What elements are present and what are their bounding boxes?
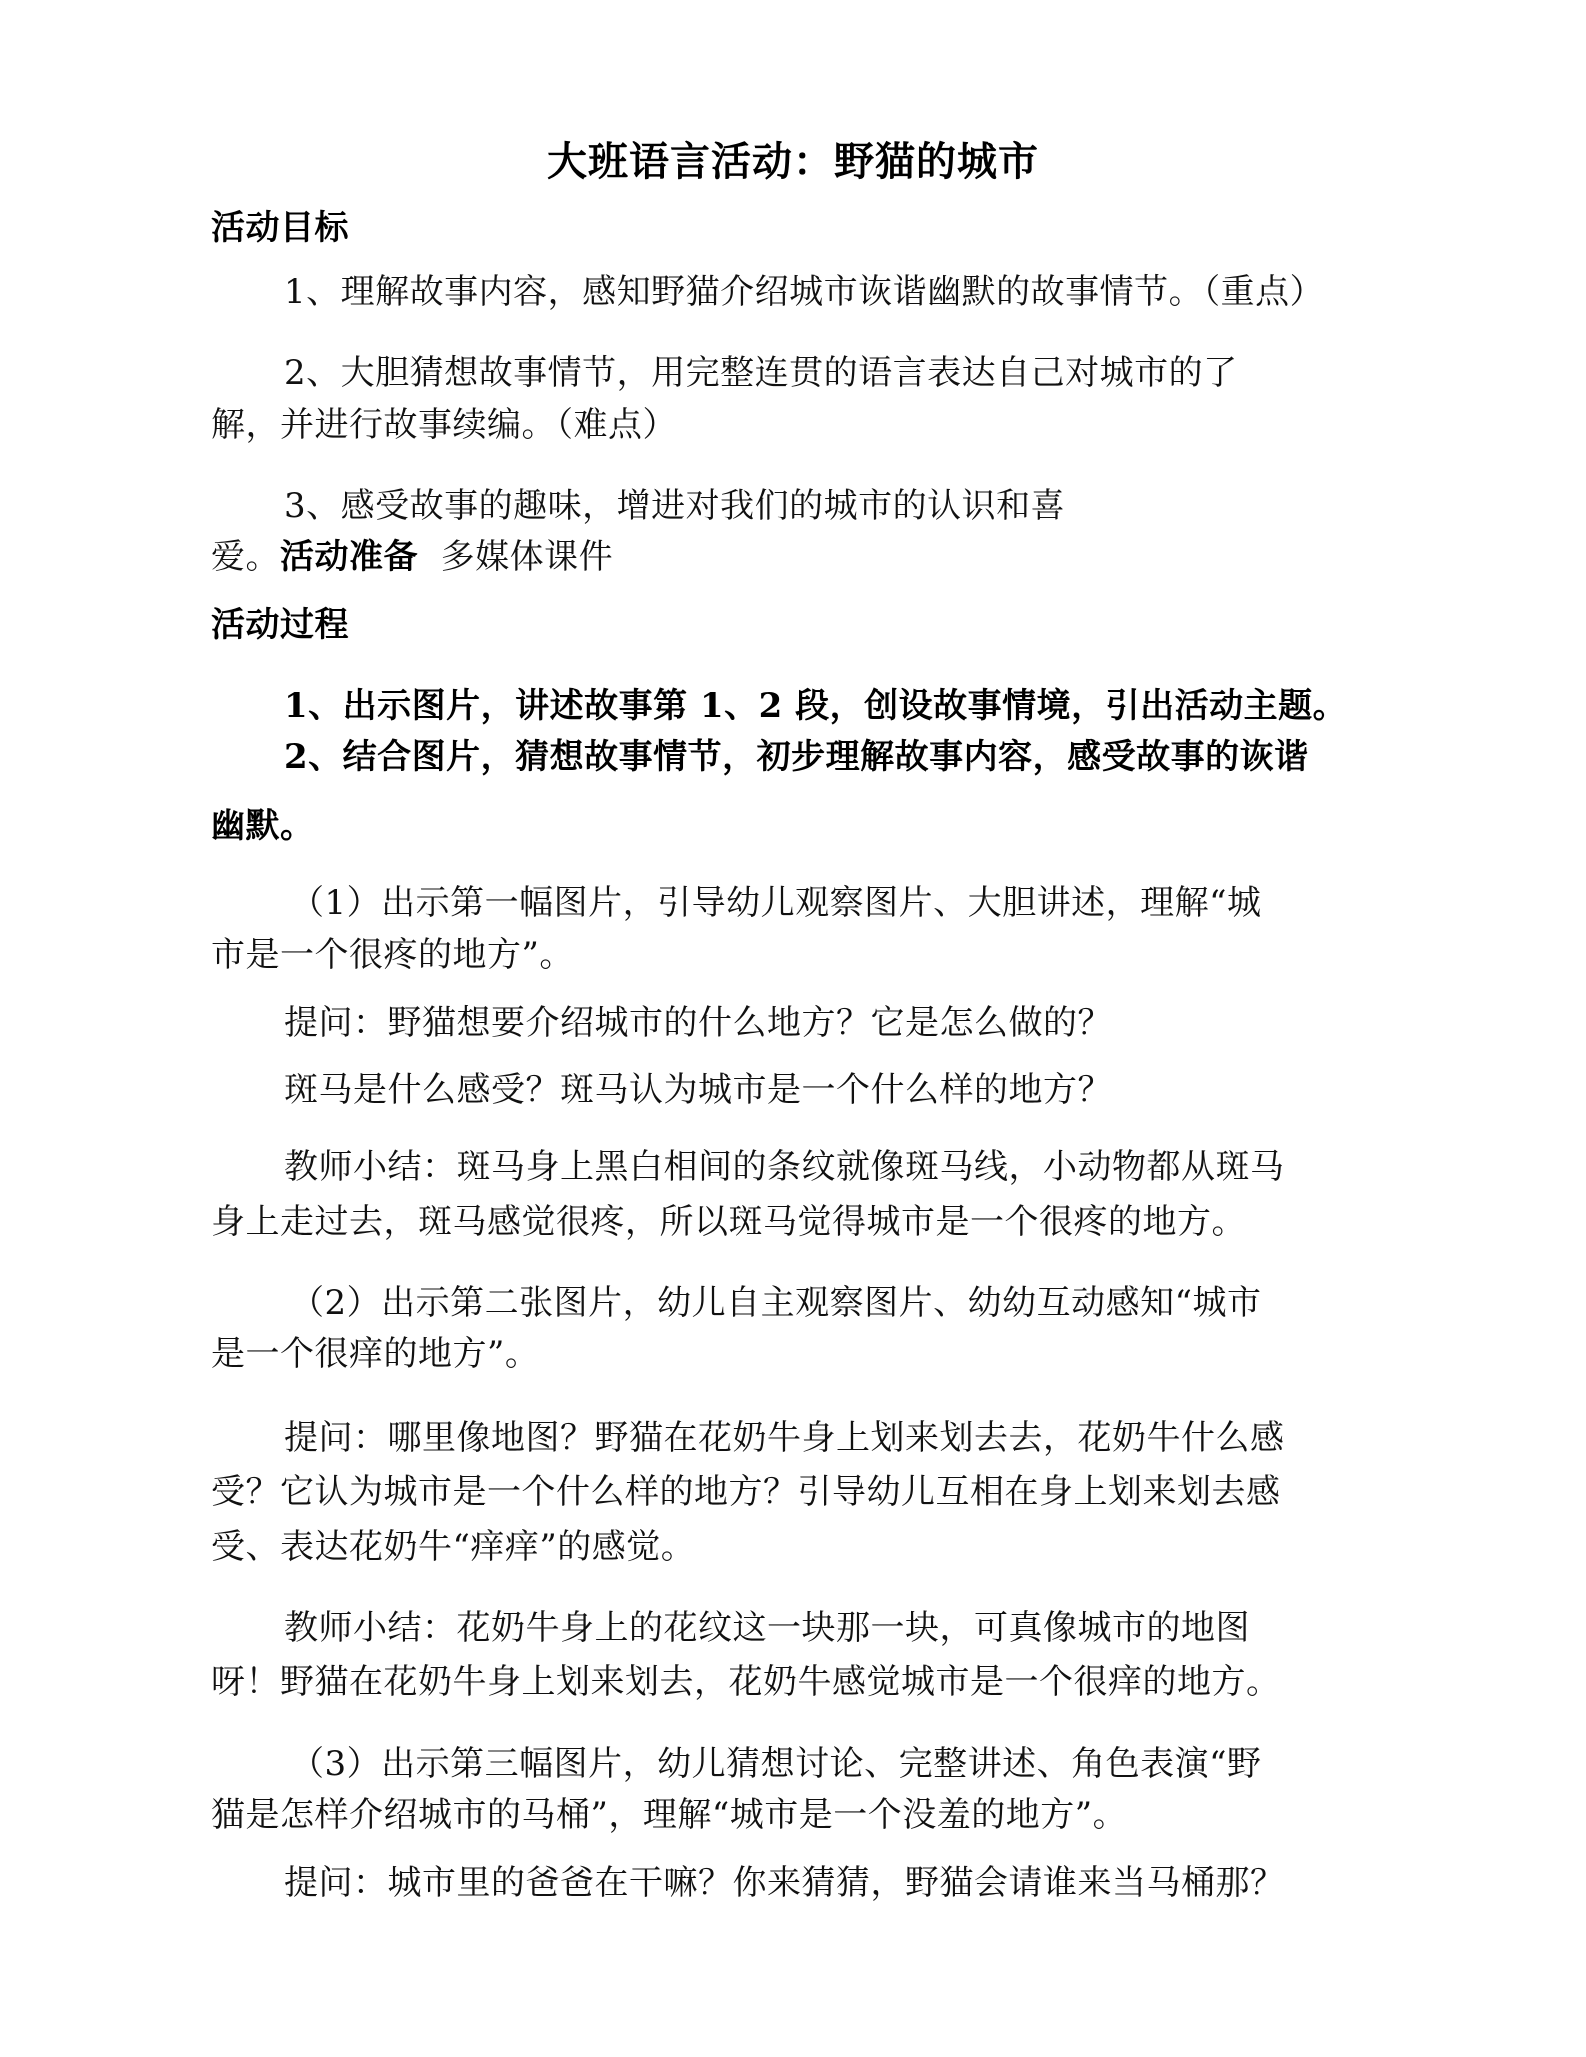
substep-2-summary-line-2: 呀！野猫在花奶牛身上划来划去，花奶牛感觉城市是一个很痒的地方。 [211,1662,1281,1702]
preparation-heading: 活动准备 [280,537,418,577]
objective-3-line-1: 3、感受故事的趣味，增进对我们的城市的认识和喜 [284,486,1066,526]
substep-1-intro-line-1: （1）出示第一幅图片，引导幼儿观察图片、大胆讲述，理解“城 [290,883,1262,923]
page-title: 大班语言活动：野猫的城市 [547,139,1039,185]
substep-1-summary-line-2: 身上走过去，斑马感觉很疼，所以斑马觉得城市是一个很疼的地方。 [211,1202,1246,1242]
objective-2-line-2: 解，并进行故事续编。（难点） [211,405,677,445]
substep-1-summary-line-1: 教师小结：斑马身上黑白相间的条纹就像斑马线，小动物都从斑马 [284,1147,1285,1187]
substep-3-intro-line-1: （3）出示第三幅图片，幼儿猜想讨论、完整讲述、角色表演“野 [290,1744,1262,1784]
substep-2-intro-line-2: 是一个很痒的地方”。 [211,1334,540,1374]
substep-2-question-line-2: 受？它认为城市是一个什么样的地方？引导幼儿互相在身上划来划去感 [211,1472,1281,1512]
substep-2-summary-line-1: 教师小结：花奶牛身上的花纹这一块那一块，可真像城市的地图 [284,1608,1250,1648]
substep-2-intro-line-1: （2）出示第二张图片，幼儿自主观察图片、幼幼互动感知“城市 [290,1283,1262,1323]
objective-2-line-1: 2、大胆猜想故事情节，用完整连贯的语言表达自己对城市的了 [284,353,1238,393]
objective-3-line-2: 爱。 [211,537,280,577]
substep-1-question-1: 提问：野猫想要介绍城市的什么地方？它是怎么做的？ [284,1003,1112,1043]
objectives-heading: 活动目标 [211,208,349,248]
substep-2-question-line-3: 受、表达花奶牛“痒痒”的感觉。 [211,1527,696,1567]
process-step-2-line-2: 幽默。 [211,806,315,846]
process-step-2-line-1: 2、结合图片，猜想故事情节，初步理解故事内容，感受故事的诙谐 [284,737,1309,777]
substep-2-question-line-1: 提问：哪里像地图？野猫在花奶牛身上划来划去去，花奶牛什么感 [284,1418,1285,1458]
substep-1-intro-line-2: 市是一个很疼的地方”。 [211,935,574,975]
substep-3-intro-line-2: 猫是怎样介绍城市的马桶”，理解“城市是一个没羞的地方”。 [211,1795,1128,1835]
substep-3-question-1: 提问：城市里的爸爸在干嘛？你来猜猜，野猫会请谁来当马桶那？ [284,1863,1285,1903]
substep-1-question-2: 斑马是什么感受？斑马认为城市是一个什么样的地方？ [284,1070,1112,1110]
process-heading: 活动过程 [211,605,349,645]
preparation-content: 多媒体课件 [440,537,614,577]
objective-3-line-2-and-preparation [211,535,613,579]
process-step-1: 1、出示图片，讲述故事第 1、2 段，创设故事情境，引出活动主题。 [284,686,1348,726]
objective-1: 1、理解故事内容，感知野猫介绍城市诙谐幽默的故事情节。（重点） [284,272,1325,312]
